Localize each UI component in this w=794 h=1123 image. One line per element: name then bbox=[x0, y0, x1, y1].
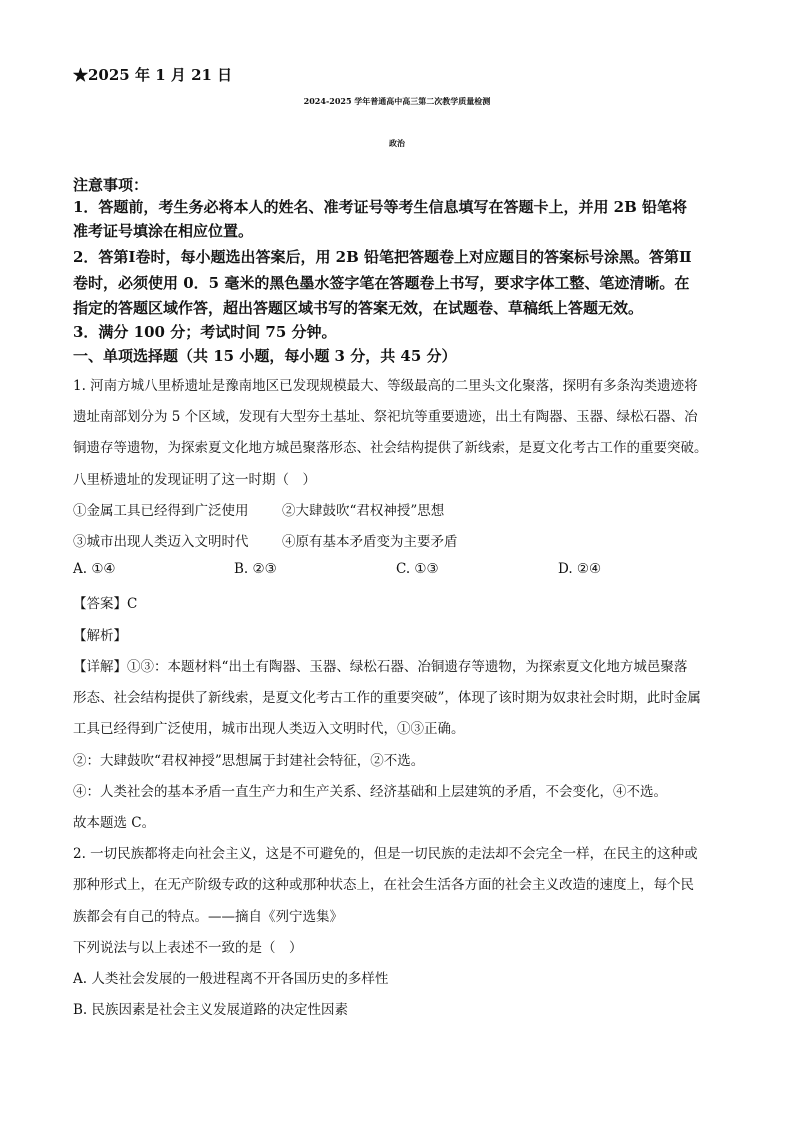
q1-detail-line: 形态、社会结构提供了新线索，是夏文化考古工作的重要突破”，体现了该时期为奴隶社会时期，此时金属 bbox=[73, 690, 701, 706]
question-2-prompt: 下列说法与以上表述不一致的是（ ） bbox=[73, 940, 303, 956]
notice-line: 3．满分 100 分；考试时间 75 分钟。 bbox=[73, 323, 337, 341]
q1-item-2: ②大肆鼓吹“君权神授”思想 bbox=[282, 503, 445, 519]
subject-title: 政治 bbox=[389, 138, 405, 148]
notice-line: 指定的答题区域作答，超出答题区域书写的答案无效，在试题卷、草稿纸上答题无效。 bbox=[73, 299, 644, 317]
q1-option-a: A. ①④ bbox=[73, 561, 116, 577]
q2-option-b: B. 民族因素是社会主义发展道路的决定性因素 bbox=[73, 1002, 349, 1018]
question-1-stem: 遗址南部划分为 5 个区域，发现有大型夯土基址、祭祀坑等重要遗迹，出土有陶器、玉器、绿松石器、冶 bbox=[73, 409, 698, 425]
question-1-prompt: 八里桥遗址的发现证明了这一时期（ ） bbox=[73, 472, 316, 488]
question-1-stem: 1. 河南方城八里桥遗址是豫南地区已发现规模最大、等级最高的二里头文化聚落，探明有多条沟类遗迹将 bbox=[73, 378, 698, 394]
q1-option-b: B. ②③ bbox=[234, 561, 277, 577]
exam-title: 2024-2025 学年普通高中高三第二次教学质量检测 bbox=[303, 96, 491, 106]
q1-answer: 【答案】C bbox=[73, 596, 138, 612]
q1-item-3: ③城市出现人类迈入文明时代 bbox=[73, 534, 249, 550]
q1-detail-line: ②：大肆鼓吹“君权神授”思想属于封建社会特征，②不选。 bbox=[73, 753, 425, 769]
notice-line: 卷时，必须使用 0．5 毫米的黑色墨水签字笔在答题卷上书写，要求字体工整、笔迹清晰。在 bbox=[73, 274, 690, 292]
question-1-stem: 铜遗存等遗物，为探索夏文化地方城邑聚落形态、社会结构提供了新线索，是夏文化考古工作的重要突破。 bbox=[73, 440, 708, 456]
question-2-stem: 那种形式上，在无产阶级专政的这种或那种状态上，在社会生活各方面的社会主义改造的速度上，每个民 bbox=[73, 877, 694, 893]
q1-detail-line: 【详解】①③：本题材料“出土有陶器、玉器、绿松石器、冶铜遗存等遗物，为探索夏文化地方城邑聚落 bbox=[73, 659, 688, 675]
question-2-stem: 2. 一切民族都将走向社会主义，这是不可避免的，但是一切民族的走法却不会完全一样，在民主的这种或 bbox=[73, 846, 698, 862]
notice-line: 准考证号填涂在相应位置。 bbox=[73, 222, 254, 240]
q1-analysis-label: 【解析】 bbox=[73, 628, 127, 644]
notice-line: 2．答第Ⅰ卷时，每小题选出答案后，用 2B 铅笔把答题卷上对应题目的答案标号涂黑。答第Ⅱ bbox=[73, 248, 692, 266]
q1-detail-line: ④：人类社会的基本矛盾一直生产力和生产关系、经济基础和上层建筑的矛盾，不会变化，④不选。 bbox=[73, 784, 667, 800]
q1-item-1: ①金属工具已经得到广泛使用 bbox=[73, 503, 249, 519]
exam-date: ★2025 年 1 月 21 日 bbox=[73, 66, 233, 84]
notice-heading: 注意事项： bbox=[73, 176, 149, 194]
notice-line: 1．答题前，考生务必将本人的姓名、准考证号等考生信息填写在答题卡上，并用 2B 铅笔将 bbox=[73, 198, 688, 216]
q2-option-a: A. 人类社会发展的一般进程离不开各国历史的多样性 bbox=[73, 971, 389, 987]
question-2-stem: 族都会有自己的特点。——摘自《列宁选集》 bbox=[73, 909, 343, 925]
q1-item-4: ④原有基本矛盾变为主要矛盾 bbox=[282, 534, 458, 550]
q1-option-d: D. ②④ bbox=[558, 561, 602, 577]
q1-option-c: C. ①③ bbox=[396, 561, 439, 577]
q1-detail-line: 工具已经得到广泛使用，城市出现人类迈入文明时代，①③正确。 bbox=[73, 721, 465, 737]
section-heading: 一、单项选择题（共 15 小题，每小题 3 分，共 45 分） bbox=[73, 347, 457, 365]
q1-detail-line: 故本题选 C。 bbox=[73, 815, 156, 831]
